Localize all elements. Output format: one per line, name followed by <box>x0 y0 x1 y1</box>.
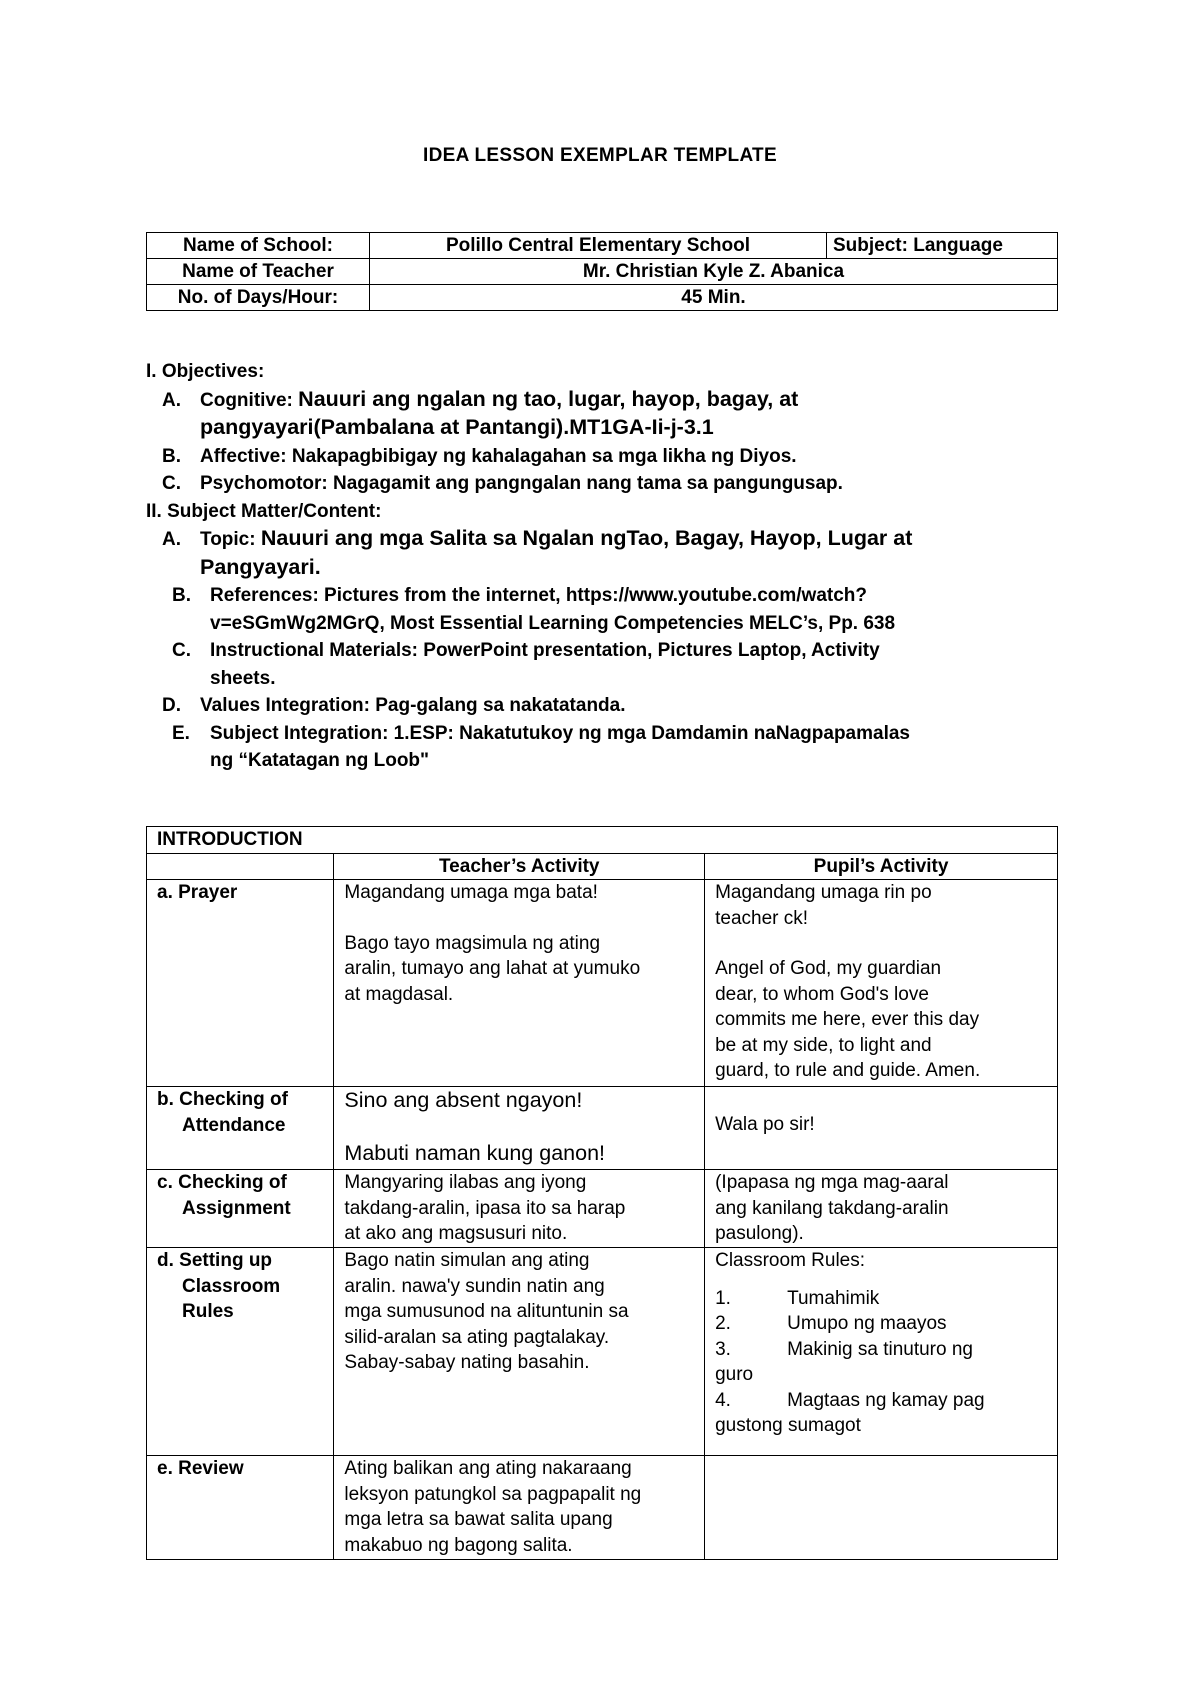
objective-text: Nauuri ang ngalan ng tao, lugar, hayop, bagay, at <box>298 386 799 411</box>
teacher-activity-header: Teacher’s Activity <box>334 853 705 880</box>
stage-attendance <box>147 1087 334 1170</box>
objectives-heading: I. Objectives: <box>146 361 265 382</box>
values-marker: D. <box>162 695 181 716</box>
text-line: dear, to whom God's love <box>715 983 929 1005</box>
subject-matter-heading: II. Subject Matter/Content: <box>146 500 382 522</box>
school-row <box>147 233 1058 259</box>
table-row <box>147 1087 1058 1170</box>
days-value: 45 Min. <box>370 285 1058 311</box>
text-line: Sabay-sabay nating basahin. <box>344 1352 590 1373</box>
objective-cognitive <box>146 386 1046 415</box>
pupil-activity-cell <box>705 1087 1058 1170</box>
text-line: teacher ck! <box>715 907 809 929</box>
list-item-cont: guro <box>715 1364 754 1385</box>
school-value: Polillo Central Elementary School <box>370 233 827 259</box>
subject-cell: Subject: Language <box>827 233 1058 259</box>
header-row <box>147 853 1058 880</box>
text-line: silid-aralan sa ating pagtalakay. <box>344 1326 610 1348</box>
list-item: 4. Magtaas ng kamay pag <box>715 1389 985 1411</box>
text-line: Mangyaring ilabas ang iyong <box>344 1172 587 1193</box>
stage-prayer: a. Prayer <box>147 880 334 1087</box>
text-line: at magdasal. <box>344 983 454 1005</box>
teacher-row <box>147 259 1058 285</box>
topic-item <box>146 525 1046 554</box>
teacher-activity-cell <box>334 880 705 1087</box>
table-row <box>147 880 1058 1087</box>
teacher-value: Mr. Christian Kyle Z. Abanica <box>370 259 1058 285</box>
text-line: Wala po sir! <box>715 1114 815 1135</box>
lesson-table <box>146 826 1058 1560</box>
text-line: aralin. nawa'y sundin natin ang <box>344 1275 605 1297</box>
text-line: aralin, tumayo ang lahat at yumuko <box>344 958 641 979</box>
objective-marker: A. <box>162 389 181 411</box>
materials-item <box>146 637 1046 665</box>
topic-marker: A. <box>162 529 181 550</box>
text-line: be at my side, to light and <box>715 1034 932 1056</box>
rules-title: Classroom Rules: <box>715 1250 866 1271</box>
topic-label: Topic: <box>200 529 256 550</box>
objective-label: Cognitive: <box>200 389 293 411</box>
topic-text-cont: Pangyayari. <box>200 554 321 579</box>
integration-marker: E. <box>172 722 190 744</box>
table-row <box>147 1170 1058 1248</box>
table-row <box>147 1456 1058 1560</box>
text-line: pasulong). <box>715 1223 804 1244</box>
list-item: 1. Tumahimik <box>715 1287 880 1309</box>
objective-text: Psychomotor: Nagagamit ang pangngalan nang tama sa pangungusap. <box>200 473 843 494</box>
text-line: Bago natin simulan ang ating <box>344 1250 590 1271</box>
text-line: (Ipapasa ng mga mag-aaral <box>715 1172 949 1193</box>
topic-text: Nauuri ang mga Salita sa Ngalan ngTao, Bagay, Hayop, Lugar at <box>260 526 913 550</box>
objective-marker: B. <box>162 445 181 467</box>
days-row <box>147 285 1058 311</box>
objective-marker: C. <box>162 473 181 494</box>
pupil-activity-cell <box>705 1456 1058 1560</box>
stage-rules <box>147 1248 334 1456</box>
stage-label-cont: Classroom <box>182 1275 281 1297</box>
integration-text: Subject Integration: 1.ESP: Nakatutukoy ng mga Damdamin naNagpapamalas <box>210 722 910 744</box>
text-line: leksyon patungkol sa pagpapalit ng <box>344 1483 642 1505</box>
references-text: References: Pictures from the internet, https://www.youtube.com/watch? <box>210 585 868 606</box>
list-item: 2. Umupo ng maayos <box>715 1313 947 1334</box>
text-line: Magandang umaga mga bata! <box>344 882 598 903</box>
teacher-activity-cell <box>334 1456 705 1560</box>
section-row <box>147 827 1058 854</box>
teacher-activity-cell <box>334 1170 705 1248</box>
stage-label: b. Checking of <box>157 1089 288 1110</box>
text-line: at ako ang magsusuri nito. <box>344 1223 568 1244</box>
text-line: mga letra sa bawat salita upang <box>344 1509 613 1530</box>
teacher-activity-cell <box>334 1087 705 1170</box>
list-item-cont: gustong sumagot <box>715 1415 861 1436</box>
values-item <box>146 692 1046 720</box>
text-line: Bago tayo magsimula ng ating <box>344 932 601 954</box>
text-line: ang kanilang takdang-aralin <box>715 1197 949 1219</box>
stage-assignment <box>147 1170 334 1248</box>
text-line: guard, to rule and guide. Amen. <box>715 1060 981 1081</box>
text-line: Ating balikan ang ating nakaraang <box>344 1458 632 1479</box>
stage-label: c. Checking of <box>157 1172 287 1193</box>
materials-text: Instructional Materials: PowerPoint presentation, Pictures Laptop, Activity <box>210 640 880 661</box>
pupil-activity-header: Pupil’s Activity <box>705 853 1058 880</box>
section-title: INTRODUCTION <box>147 827 1058 854</box>
pupil-activity-cell <box>705 1248 1058 1456</box>
pupil-activity-cell <box>705 880 1058 1087</box>
references-item <box>146 582 1046 610</box>
document-title: IDEA LESSON EXEMPLAR TEMPLATE <box>423 145 777 166</box>
teacher-activity-cell <box>334 1248 705 1456</box>
objective-text-cont: pangyayari(Pambalana at Pantangi).MT1GA-Ii-j-3.1 <box>200 415 714 439</box>
materials-text-cont: sheets. <box>210 667 276 689</box>
teacher-label: Name of Teacher <box>147 259 370 285</box>
stage-label-cont: Attendance <box>182 1114 286 1136</box>
text-line: takdang-aralin, ipasa ito sa harap <box>344 1197 626 1219</box>
objectives-section <box>146 358 1046 775</box>
text-line: Angel of God, my guardian <box>715 958 942 979</box>
table-row <box>147 1248 1058 1456</box>
text-line: Mabuti naman kung ganon! <box>344 1141 605 1165</box>
stage-label: d. Setting up <box>157 1250 273 1271</box>
materials-marker: C. <box>172 640 191 661</box>
text-line: Magandang umaga rin po <box>715 882 932 903</box>
school-label: Name of School: <box>147 233 370 259</box>
stage-label-cont: Assignment <box>182 1197 291 1219</box>
info-table <box>146 232 1058 311</box>
values-text: Values Integration: Pag-galang sa nakatatanda. <box>200 695 626 716</box>
objective-affective <box>146 443 1046 471</box>
text-line: makabuo ng bagong salita. <box>344 1534 573 1556</box>
text-line: Sino ang absent ngayon! <box>344 1088 583 1112</box>
objective-text: Affective: Nakapagbibigay ng kahalagahan sa mga likha ng Diyos. <box>200 445 797 467</box>
references-text-cont: v=eSGmWg2MGrQ, Most Essential Learning Competencies MELC’s, Pp. 638 <box>210 612 896 634</box>
stage-review: e. Review <box>147 1456 334 1560</box>
text-line: mga sumusunod na alituntunin sa <box>344 1301 629 1322</box>
list-item: 3. Makinig sa tinuturo ng <box>715 1338 973 1360</box>
stage-label-cont: Rules <box>182 1301 234 1322</box>
text-line: commits me here, ever this day <box>715 1009 980 1030</box>
integration-item <box>146 720 1046 748</box>
objective-psychomotor <box>146 470 1046 498</box>
pupil-activity-cell <box>705 1170 1058 1248</box>
references-marker: B. <box>172 585 191 606</box>
integration-text-cont: ng “Katatagan ng Loob" <box>210 750 430 771</box>
days-label: No. of Days/Hour: <box>147 285 370 311</box>
